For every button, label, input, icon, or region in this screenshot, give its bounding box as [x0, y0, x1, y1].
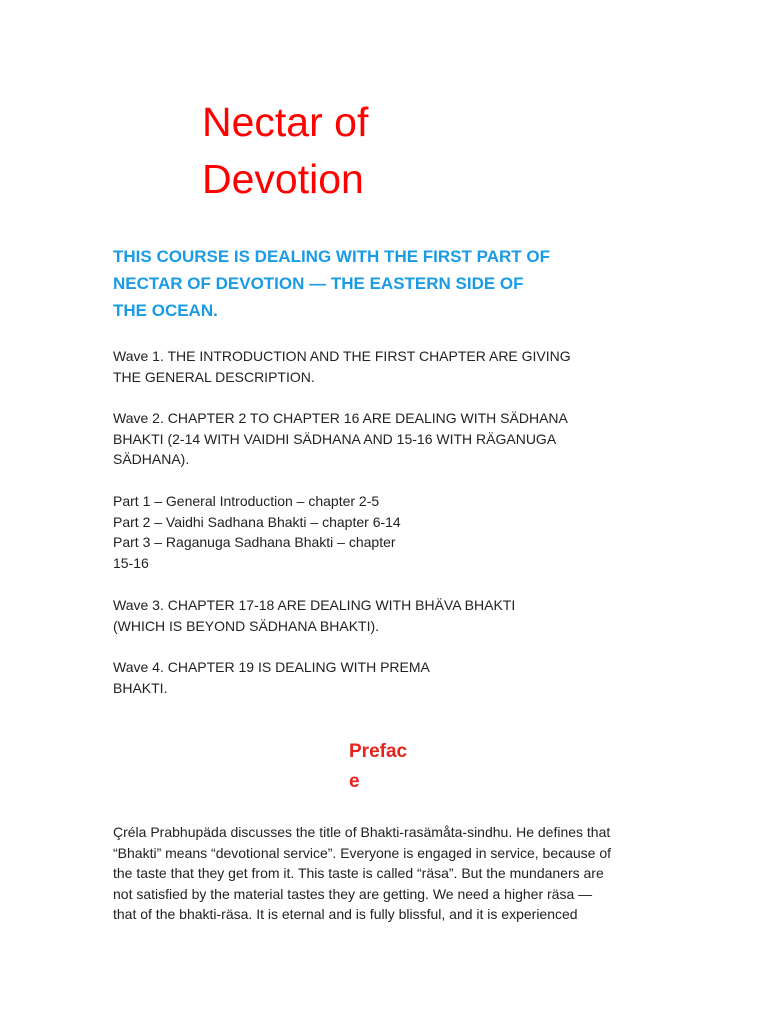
preface-line: Çréla Prabhupäda discusses the title of Bhakti-rasämåta-sindhu. He defines that	[113, 824, 611, 840]
part-item: Part 3 – Raganuga Sadhana Bhakti – chapter	[113, 534, 396, 550]
parts-list	[113, 491, 401, 573]
preface-heading-line-2: e	[349, 771, 360, 792]
preface-heading	[349, 737, 429, 797]
part-item: Part 2 – Vaidhi Sadhana Bhakti – chapter 6-14	[113, 513, 401, 530]
course-subtitle	[113, 243, 633, 324]
wave-1-paragraph	[113, 346, 571, 387]
wave-2-line: Wave 2. CHAPTER 2 TO CHAPTER 16 ARE DEALING WITH SÄDHANA	[113, 410, 568, 426]
title-line-2: Devotion	[202, 156, 364, 202]
wave-2-line: SÄDHANA).	[113, 451, 190, 467]
title-line-1: Nectar of	[202, 99, 369, 145]
wave-1-line: Wave 1. THE INTRODUCTION AND THE FIRST CHAPTER ARE GIVING	[113, 348, 571, 364]
part-item: Part 1 – General Introduction – chapter 2-5	[113, 493, 380, 509]
wave-3-line: Wave 3. CHAPTER 17-18 ARE DEALING WITH BHÄVA BHAKTI	[113, 597, 516, 613]
subtitle-line-3: THE OCEAN.	[113, 301, 218, 320]
wave-2-paragraph	[113, 408, 568, 470]
preface-paragraph	[113, 822, 611, 925]
subtitle-line-1: THIS COURSE IS DEALING WITH THE FIRST PART OF	[113, 247, 550, 266]
wave-3-line: (WHICH IS BEYOND SÄDHANA BHAKTI).	[113, 617, 380, 634]
wave-4-paragraph	[113, 657, 430, 698]
wave-1-line: THE GENERAL DESCRIPTION.	[113, 368, 315, 385]
wave-3-paragraph	[113, 595, 515, 636]
preface-line: “Bhakti” means “devotional service”. Everyone is engaged in service, because of	[113, 844, 612, 861]
wave-2-line: BHAKTI (2-14 WITH VAIDHI SÄDHANA AND 15-16 WITH RÄGANUGA	[113, 430, 557, 447]
subtitle-line-2: NECTAR OF DEVOTION — THE EASTERN SIDE OF	[113, 274, 524, 293]
part-item: 15-16	[113, 554, 149, 571]
preface-heading-line-1: Prefac	[349, 741, 408, 762]
wave-4-line: Wave 4. CHAPTER 19 IS DEALING WITH PREMA	[113, 659, 430, 675]
preface-line: the taste that they get from it. This taste is called “räsa”. But the mundaners are	[113, 865, 604, 881]
preface-line: that of the bhakti-räsa. It is eternal and is fully blissful, and it is experienced	[113, 906, 578, 922]
page-title	[202, 94, 462, 208]
wave-4-line: BHAKTI.	[113, 679, 168, 696]
preface-line: not satisfied by the material tastes they are getting. We need a higher räsa —	[113, 885, 593, 902]
